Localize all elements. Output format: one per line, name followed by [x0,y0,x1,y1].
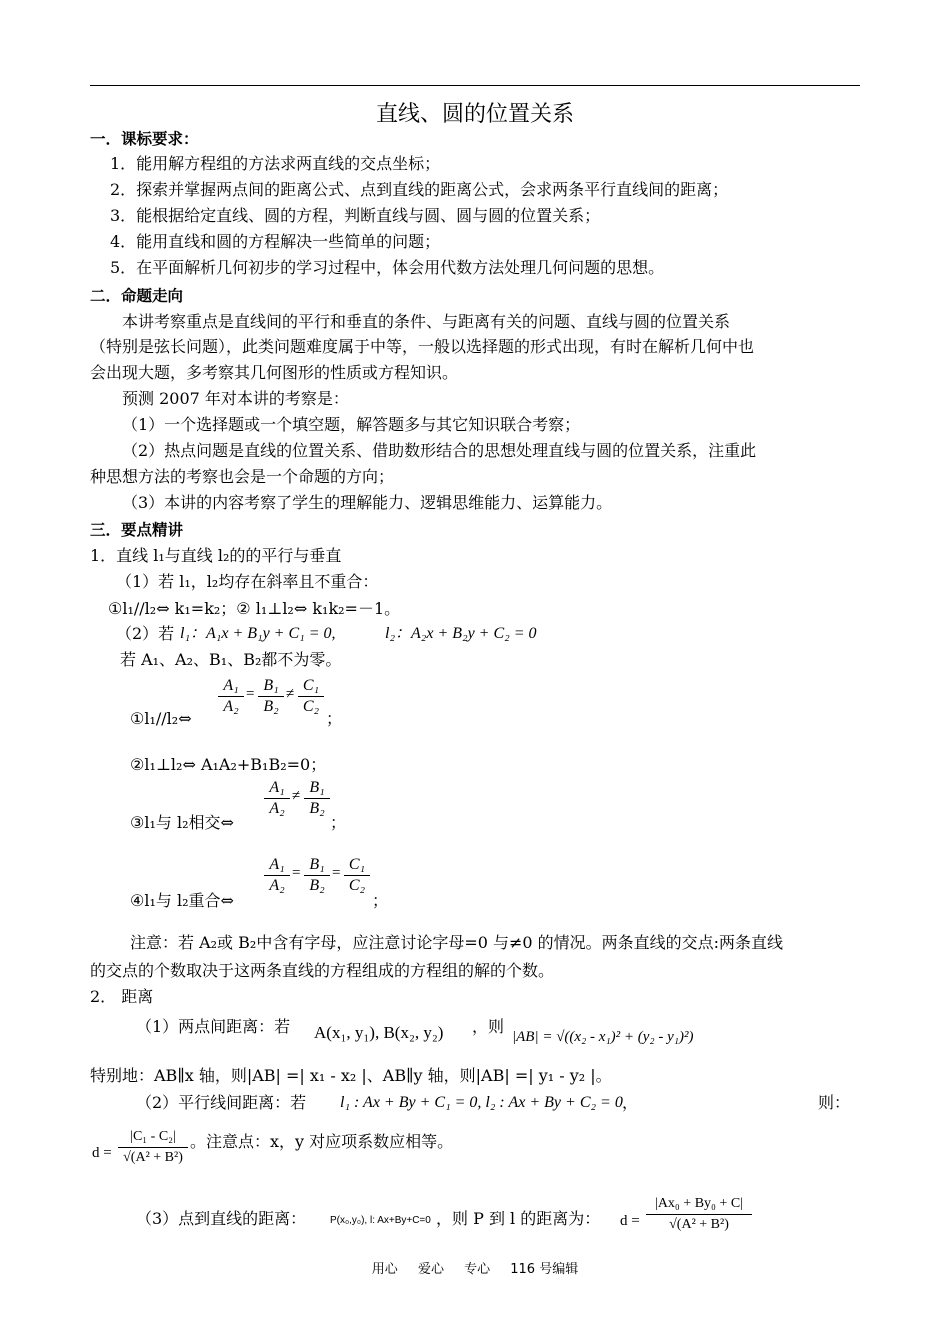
s2-para-2: 预测 2007 年对本讲的考察是： [122,389,349,408]
parallel-distance-fraction: |C₁ - C₂| √(A² + B²) [118,1127,188,1168]
footer-text: 专心 [464,1262,491,1277]
s2-para-1a: 本讲考察重点是直线间的平行和垂直的条件、与距离有关的问题、直线与圆的位置关系 [122,312,731,331]
s1-item-2: 2．探索并掌握两点间的距离公式、点到直线的距离公式，会求两条平行直线间的距离； [110,180,729,199]
s2-para-4b: 种思想方法的考察也会是一个命题的方向； [90,467,395,486]
s3-case-1-result: ①l₁//l₂⇔ k₁=k₂；② l₁⊥l₂⇔ k₁k₂=－1。 [108,599,401,618]
s1-item-1: 1．能用解方程组的方法求两直线的交点坐标； [110,154,441,173]
rule-parallel: ①l₁//l₂⇔ [130,709,192,728]
d2-comma: ， [622,1093,639,1112]
page-footer [0,1258,950,1277]
footer-text: 用心 [371,1262,398,1277]
fraction-b1-b2: B₁ B₂ [304,855,330,896]
line-1-equation: l₁：A₁x + B₁y + C₁ = 0, [180,625,336,642]
s1-item-4: 4．能用直线和圆的方程解决一些简单的问题； [110,232,441,251]
equals-sign: = [332,865,341,881]
d2-label: （2）平行线间距离：若 [136,1093,307,1112]
d3-label: （3）点到直线的距离： [136,1209,307,1228]
note-line-2: 的交点的个数取决于这两条直线的方程组成的方程组的解的个数。 [90,961,555,980]
s3-topic-1: 1．直线 l₁与直线 l₂的的平行与垂直 [90,546,342,565]
s3-case-1: （1）若 l₁，l₂均存在斜率且不重合： [116,572,379,591]
section-1-heading: 一．课标要求： [90,130,199,148]
fraction-c1-c2: C₁ C₂ [298,676,324,717]
not-equal-sign: ≠ [286,686,295,702]
point-and-line: P(x₀,y₀), l: Ax+By+C=0 [330,1215,431,1226]
rule-intersect: ③l₁与 l₂相交⇔ [130,813,234,832]
section-3-heading: 三．要点精讲 [90,521,184,539]
fraction-c1-c2: C₁ C₂ [344,855,370,896]
page-title: 直线、圆的位置关系 [375,102,574,127]
s1-item-5: 5．在平面解析几何初步的学习过程中，体会用代数方法处理几何问题的思想。 [110,258,665,277]
s2-para-4a: （2）热点问题是直线的位置关系、借助数形结合的思想处理直线与圆的位置关系，注重此 [122,441,757,460]
s2-para-1b: （特别是弦长问题），此类问题难度属于中等，一般以选择题的形式出现，有时在解析几何中也 [90,337,755,356]
s2-para-1c: 会出现大题，多考察其几何图形的性质或方程知识。 [90,363,459,382]
footer-text: 116 号编辑 [510,1262,579,1277]
semicolon: ； [372,891,389,910]
line-2-equation: l₂：A₂x + B₂y + C₂ = 0 [385,625,537,642]
semicolon: ； [330,813,347,832]
d1-label: （1）两点间距离：若 [136,1017,291,1036]
d2-then: 则： [818,1093,851,1112]
s2-para-5: （3）本讲的内容考察了学生的理解能力、逻辑思维能力、运算能力。 [122,493,613,512]
header-rule [90,85,860,86]
section-2-heading: 二．命题走向 [90,287,184,305]
rule-perpendicular: ②l₁⊥l₂⇔ A₁A₂+B₁B₂=0； [130,755,327,774]
two-point-distance-formula: |AB| = √((x₂ - x₁)² + (y₂ - y₁)²) [512,1029,694,1045]
d2-note: 。注意点：x，y 对应项系数应相等。 [190,1132,454,1151]
rule-coincide: ④l₁与 l₂重合⇔ [130,891,234,910]
note-line-1: 注意：若 A₂或 B₂中含有字母，应注意讨论字母=0 与≠0 的情况。两条直线的交点:两条直线 [130,933,784,952]
d1-special-case: 特别地：AB∥x 轴，则|AB| =| x₁ - x₂ |、AB∥y 轴，则|AB| =| y₁ - y₂ |。 [90,1066,612,1085]
d3-d-label: d = [620,1213,640,1229]
not-equal-sign: ≠ [292,788,301,804]
d2-d-label: d = [92,1145,112,1161]
fraction-b1-b2: B₁ B₂ [304,778,330,819]
d1-then: ，则 [472,1017,505,1036]
equals-sign: = [246,686,255,702]
s3-case-2-note: 若 A₁、A₂、B₁、B₂都不为零。 [120,650,342,669]
semicolon: ； [326,709,343,728]
fraction-a1-a2: A₁ A₂ [264,778,290,819]
s2-para-3: （1）一个选择题或一个填空题，解答题多与其它知识联合考察； [122,415,581,434]
point-line-distance-fraction: |Ax₀ + By₀ + C| √(A² + B²) [646,1194,752,1235]
parallel-lines-equations: l₁ : Ax + By + C₁ = 0, l₂ : Ax + By + C₂ = 0 [340,1094,623,1111]
points-ab: A(x₁, y₁), B(x₂, y₂) [314,1023,444,1042]
s1-item-3: 3．能根据给定直线、圆的方程，判断直线与圆、圆与圆的位置关系； [110,206,601,225]
s3-topic-2: 2． 距离 [90,987,154,1006]
s3-case-2-label: （2）若 [116,624,175,643]
d3-mid: ，则 P 到 l 的距离为： [436,1209,601,1228]
fraction-a1-a2: A₁ A₂ [264,855,290,896]
equals-sign: = [292,865,301,881]
fraction-b1-b2: B₁ B₂ [258,676,284,717]
fraction-a1-a2: A₁ A₂ [218,676,244,717]
footer-text: 爱心 [417,1262,444,1277]
